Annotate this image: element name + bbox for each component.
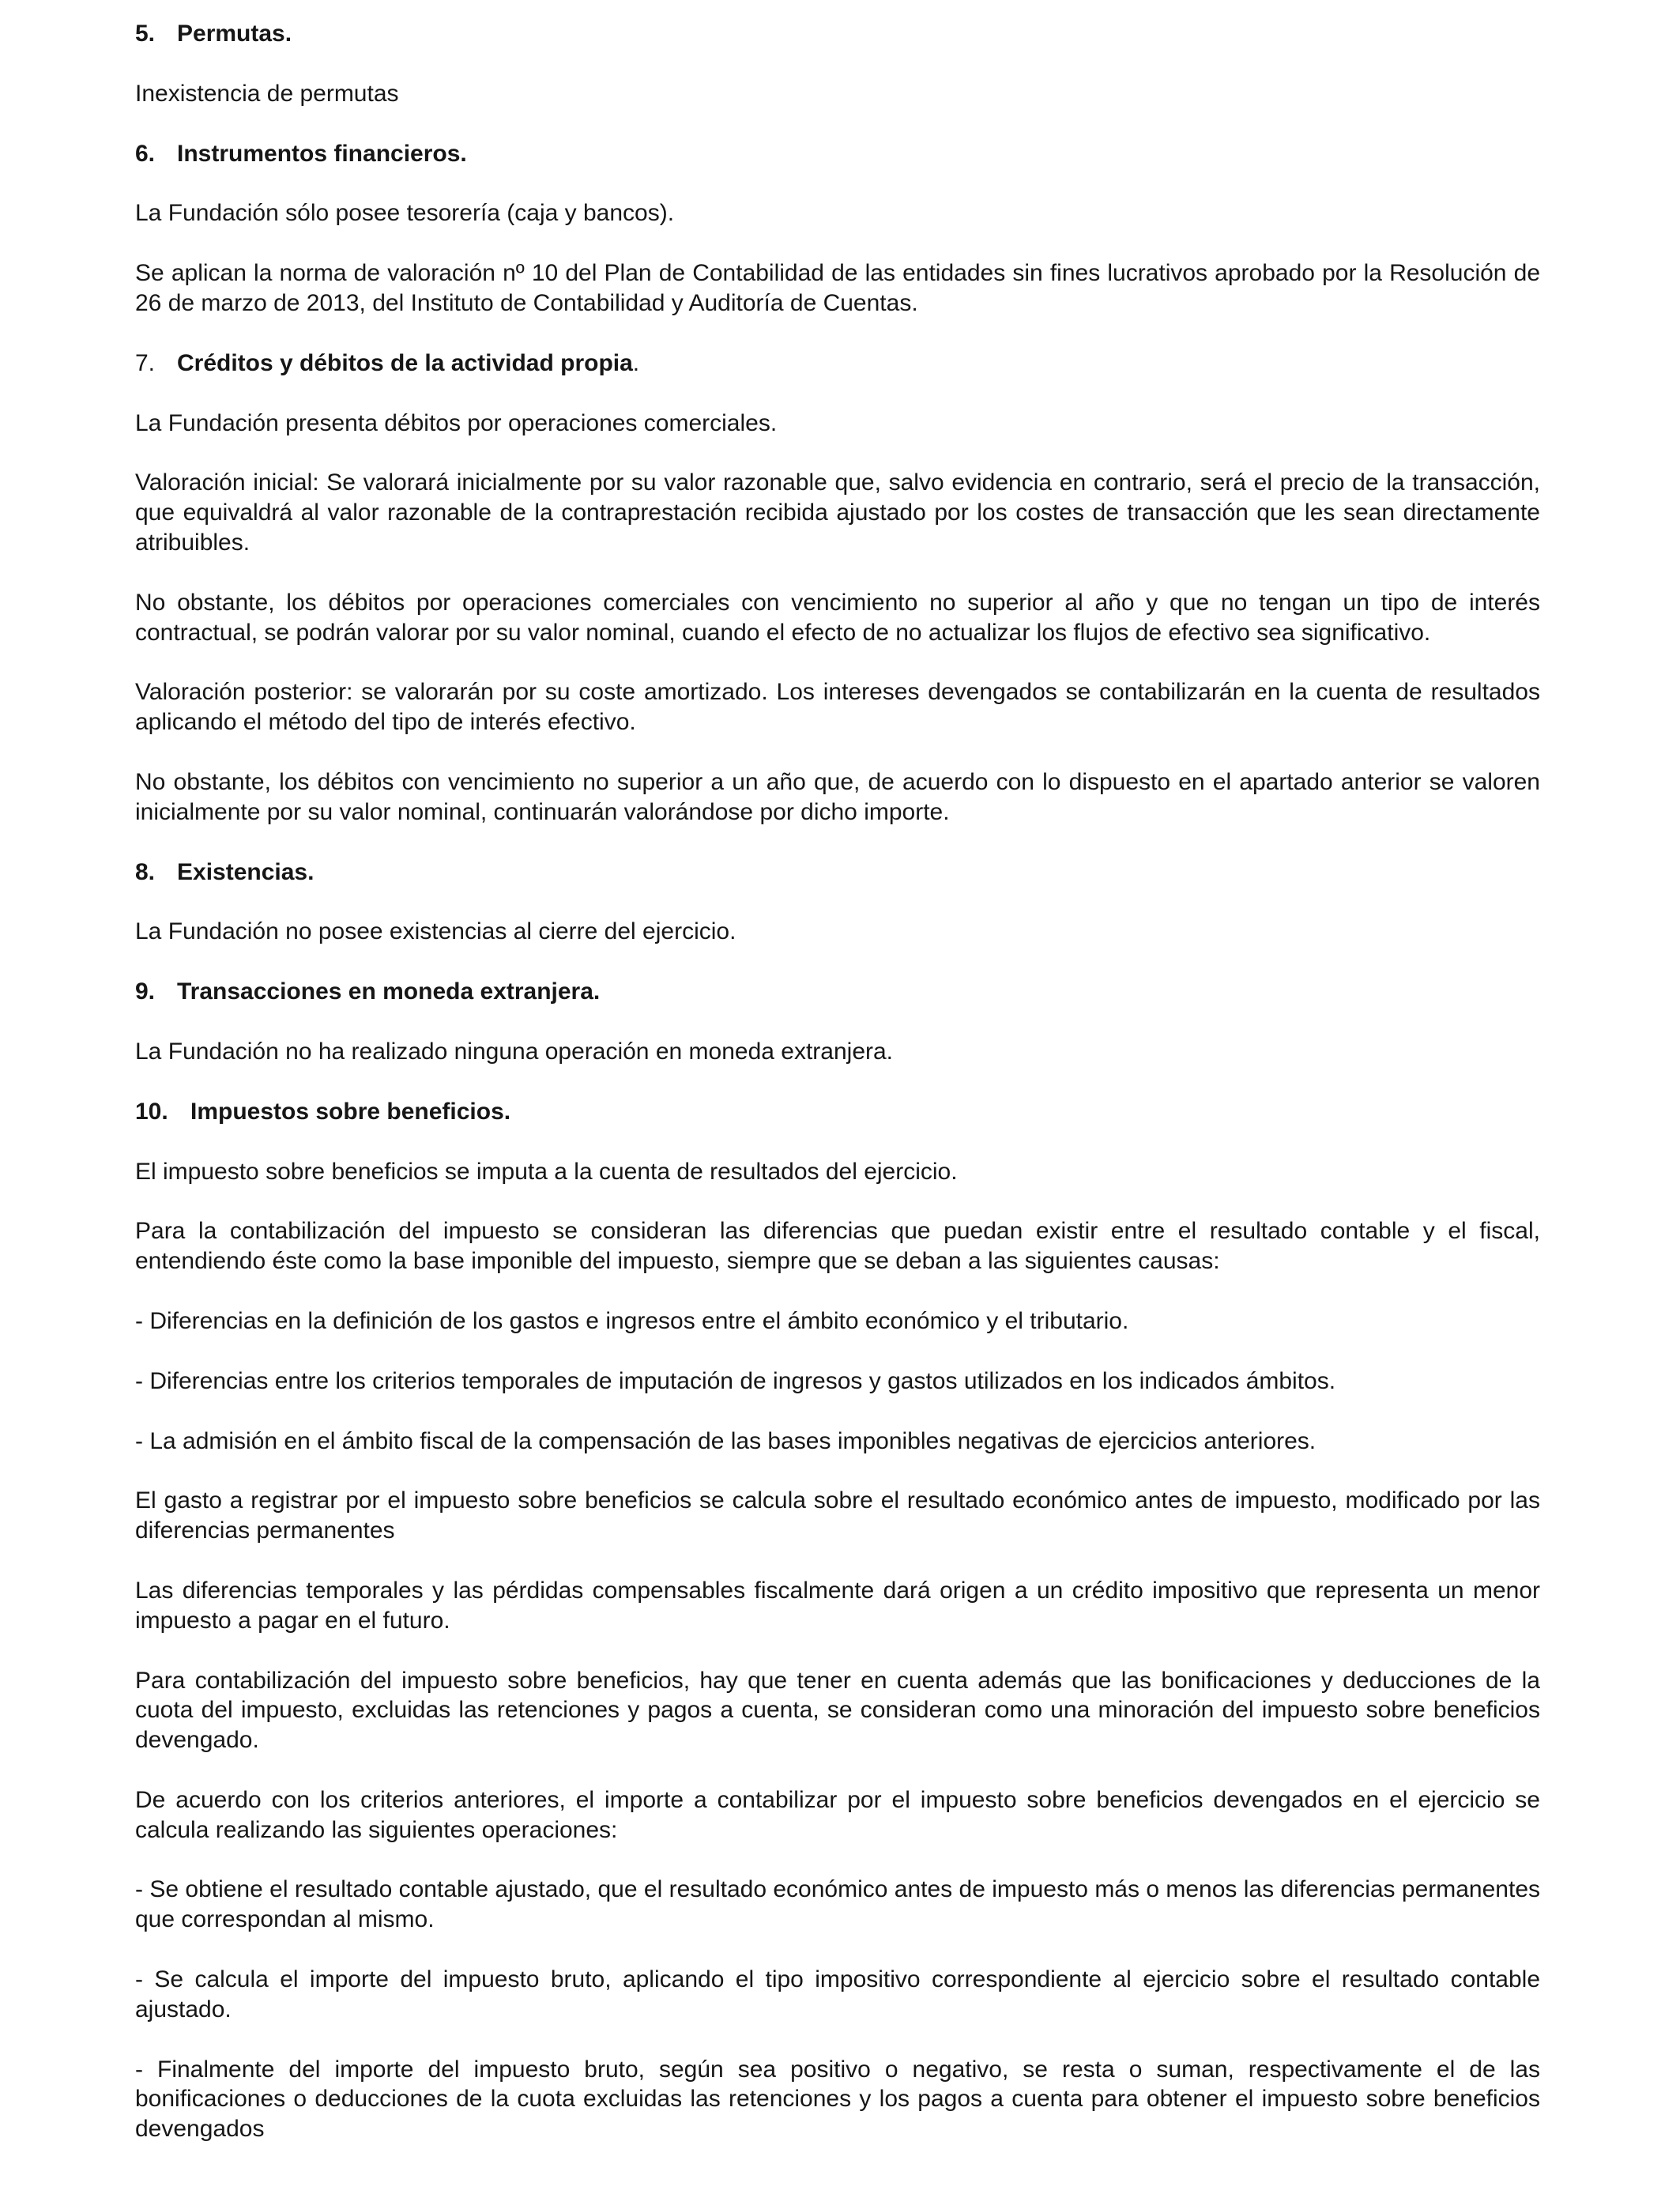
- paragraph: La Fundación no ha realizado ninguna operación en moneda extranjera.: [135, 1038, 894, 1065]
- section-title-trail: .: [632, 349, 640, 376]
- section-number: 6.: [135, 140, 156, 167]
- section-heading-permutas: [135, 19, 1540, 49]
- paragraph: Inexistencia de permutas: [135, 80, 399, 107]
- section-title: Créditos y débitos de la actividad propia: [177, 349, 633, 376]
- paragraph: Para la contabilización del impuesto se consideran las diferencias que puedan existir entre el resultado contable y el fiscal, entendiendo éste como la base imponible del impuesto, siempre que se deban a las siguientes causas:: [135, 1218, 1540, 1275]
- section-title: Transacciones en moneda extranjera.: [177, 978, 601, 1005]
- paragraph: Valoración posterior: se valorarán por su coste amortizado. Los intereses devengados se contabilizarán en la cuenta de resultados aplicando el método del tipo de interés efectivo.: [135, 679, 1540, 736]
- paragraph: El impuesto sobre beneficios se imputa a la cuenta de resultados del ejercicio.: [135, 1158, 958, 1185]
- paragraph: Para contabilización del impuesto sobre beneficios, hay que tener en cuenta además que las bonificaciones y deducciones de la cuota del impuesto, excluidas las retenciones y pagos a cuenta, se consideran como una minoración del impuesto sobre beneficios devengado.: [135, 1667, 1540, 1754]
- section-title: Existencias.: [177, 858, 315, 885]
- paragraph: No obstante, los débitos por operaciones comerciales con vencimiento no superior al año y que no tengan un tipo de interés contractual, se podrán valorar por su valor nominal, cuando el efecto de no actualizar los flujos de efectivo sea significativo.: [135, 589, 1540, 646]
- paragraph: El gasto a registrar por el impuesto sobre beneficios se calcula sobre el resultado económico antes de impuesto, modificado por las diferencias permanentes: [135, 1487, 1540, 1544]
- section-number: 9.: [135, 978, 156, 1005]
- paragraph: Valoración inicial: Se valorará inicialmente por su valor razonable que, salvo evidencia en contrario, será el precio de la transacción, que equivaldrá al valor razonable de la contraprestación recibida ajustado por los costes de transacción que les sean directamente atribuibles.: [135, 469, 1540, 556]
- section-number: 8.: [135, 858, 156, 885]
- section-title: Permutas.: [177, 21, 292, 47]
- paragraph: La Fundación presenta débitos por operaciones comerciales.: [135, 409, 778, 436]
- section-number: 10.: [135, 1098, 168, 1125]
- list-item: - Diferencias entre los criterios temporales de imputación de ingresos y gastos utilizados en los indicados ámbitos.: [135, 1367, 1336, 1394]
- list-item: - Se obtiene el resultado contable ajustado, que el resultado económico antes de impuesto más o menos las diferencias permanentes que correspondan al mismo.: [135, 1876, 1540, 1933]
- section-number: 5.: [135, 21, 156, 47]
- document-page: [135, 19, 1540, 2174]
- section-heading-impuestos: [135, 1097, 1540, 1127]
- paragraph: La Fundación no posee existencias al cierre del ejercicio.: [135, 918, 736, 945]
- section-heading-instrumentos-financieros: [135, 139, 1540, 169]
- section-title: Instrumentos financieros.: [177, 140, 467, 167]
- section-title: Impuestos sobre beneficios.: [190, 1098, 511, 1125]
- paragraph: Se aplican la norma de valoración nº 10 del Plan de Contabilidad de las entidades sin fines lucrativos aprobado por la Resolución de 26 de marzo de 2013, del Instituto de Contabilidad y Auditoría de Cuentas.: [135, 260, 1540, 316]
- section-heading-existencias: [135, 858, 1540, 888]
- section-number: 7.: [135, 349, 156, 376]
- paragraph: No obstante, los débitos con vencimiento no superior a un año que, de acuerdo con lo dispuesto en el apartado anterior se valoren inicialmente por su valor nominal, continuarán valorándose por dicho importe.: [135, 768, 1540, 825]
- list-item: - Finalmente del importe del impuesto bruto, según sea positivo o negativo, se resta o suman, respectivamente el de las bonificaciones o deducciones de la cuota excluidas las retenciones y los pagos a cuenta para obtener el impuesto sobre beneficios devengados: [135, 2056, 1540, 2143]
- paragraph: De acuerdo con los criterios anteriores, el importe a contabilizar por el impuesto sobre beneficios devengados en el ejercicio se calcula realizando las siguientes operaciones:: [135, 1786, 1540, 1843]
- section-heading-moneda-extranjera: [135, 977, 1540, 1007]
- section-heading-creditos-debitos: [135, 349, 1540, 379]
- paragraph: Las diferencias temporales y las pérdidas compensables fiscalmente dará origen a un crédito impositivo que representa un menor impuesto a pagar en el futuro.: [135, 1577, 1540, 1634]
- list-item: - La admisión en el ámbito fiscal de la compensación de las bases imponibles negativas de ejercicios anteriores.: [135, 1427, 1317, 1454]
- list-item: - Diferencias en la definición de los gastos e ingresos entre el ámbito económico y el tributario.: [135, 1307, 1129, 1334]
- list-item: - Se calcula el importe del impuesto bruto, aplicando el tipo impositivo correspondiente al ejercicio sobre el resultado contable ajustado.: [135, 1966, 1540, 2022]
- paragraph: La Fundación sólo posee tesorería (caja y bancos).: [135, 200, 675, 227]
